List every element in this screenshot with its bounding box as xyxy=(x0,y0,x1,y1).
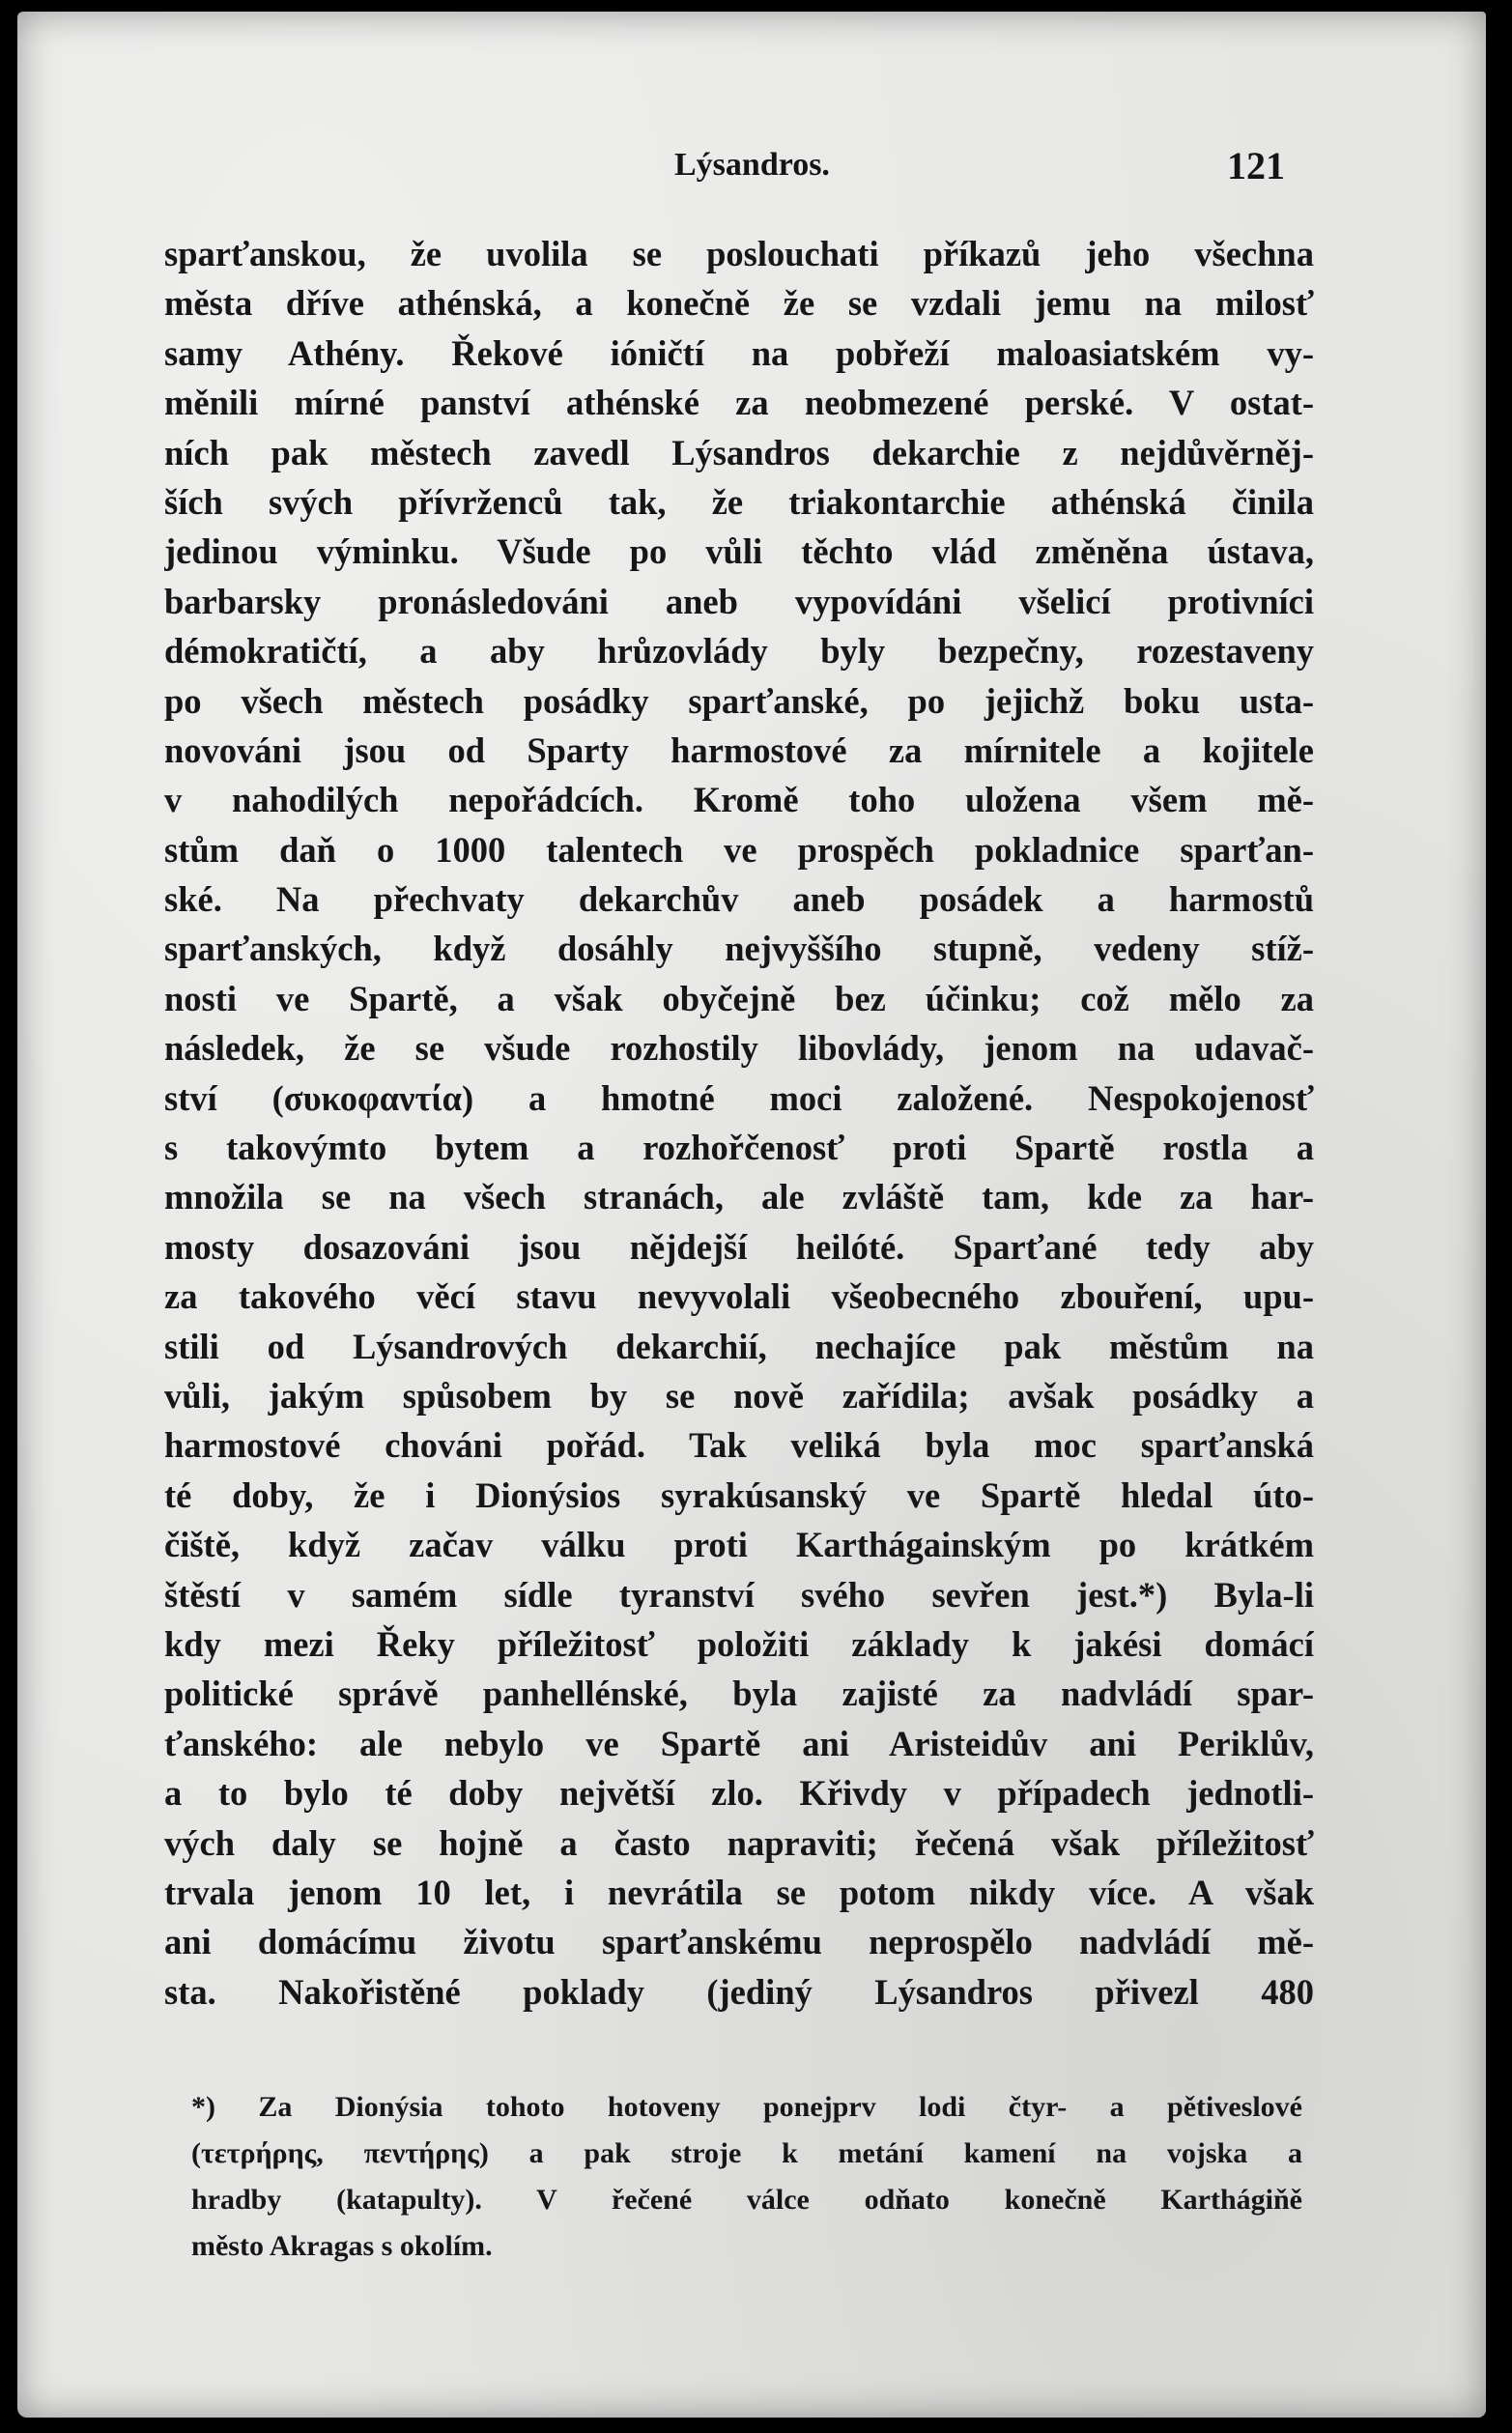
footnote-line: (τετρήρης, πεντήρης) a pak stroje k metání kamení na vojska a xyxy=(191,2137,1302,2169)
text-line: s takovýmto bytem a rozhořčenosť proti Spartě rostla a xyxy=(164,1128,1314,1168)
text-line: měnili mírné panství athénské za neobmezené perské. V ostat- xyxy=(164,383,1314,423)
text-line: města dříve athénská, a konečně že se vzdali jemu na milosť xyxy=(164,283,1314,324)
text-line: ství (συκοφαντία) a hmotné moci založené. Nespokojenosť xyxy=(164,1077,1314,1118)
text-line: ské. Na přechvaty dekarchův aneb posádek a harmostů xyxy=(164,879,1314,920)
text-line: ších svých přívrženců tak, že triakontarchie athénská činila xyxy=(164,481,1314,522)
running-title: Lýsandros. xyxy=(674,147,830,183)
page-number: 121 xyxy=(1227,144,1285,187)
text-line: té doby, že i Dionýsios syrakúsanský ve Spartě hledal úto- xyxy=(164,1474,1314,1515)
footnote-line: město Akragas s okolím. xyxy=(191,2230,493,2262)
text-line: sparťanských, když dosáhly nejvyššího stupně, vedeny stíž- xyxy=(164,929,1314,969)
text-line: sparťanskou, že uvolila se poslouchati příkazů jeho všechna xyxy=(164,234,1314,273)
book-page xyxy=(17,12,1486,2418)
text-line: následek, že se všude rozhostily libovlády, jenom na udavač- xyxy=(164,1028,1314,1069)
text-line: politické správě panhellénské, byla zajisté za nadvládí spar- xyxy=(164,1674,1314,1714)
text-line: mosty dosazováni jsou nějdejší heilóté. Sparťané tedy aby xyxy=(164,1226,1314,1267)
footnotes xyxy=(191,2084,1302,2270)
text-line: vůli, jakým spůsobem by se nově zařídila; avšak posádky a xyxy=(164,1375,1314,1416)
text-line: stům daň o 1000 talentech ve prospěch pokladnice sparťan- xyxy=(164,829,1314,870)
text-line: a to bylo té doby největší zlo. Křivdy v případech jednotli- xyxy=(164,1773,1314,1814)
text-line: množila se na všech stranách, ale zvláště tam, kde za har- xyxy=(164,1177,1314,1217)
text-line: trvala jenom 10 let, i nevrátila se potom nikdy více. A však xyxy=(164,1872,1314,1912)
text-line: sta. Nakořistěné poklady (jediný Lýsandros přivezl 480 xyxy=(164,1971,1314,2012)
body-text xyxy=(164,229,1314,2017)
text-line: v nahodilých nepořádcích. Kromě toho uložena všem mě- xyxy=(164,780,1314,820)
text-line: ních pak městech zavedl Lýsandros dekarchie z nejdůvěrněj- xyxy=(164,432,1314,472)
text-line: barbarsky pronásledováni aneb vypovídáni všelicí protivníci xyxy=(164,581,1314,621)
text-line: samy Athény. Řekové ióničtí na pobřeží maloasiatském vy- xyxy=(164,332,1314,373)
text-line: po všech městech posádky sparťanské, po jejichž boku usta- xyxy=(164,680,1314,721)
text-line: čiště, když začav válku proti Karthágainským po krátkém xyxy=(164,1525,1314,1565)
text-line: kdy mezi Řeky příležitosť položiti základy k jakési domácí xyxy=(164,1623,1314,1664)
text-line: ťanského: ale nebylo ve Spartě ani Aristeidův ani Periklův, xyxy=(164,1723,1314,1763)
text-line: jedinou výminku. Všude po vůli těchto vlád změněna ústava, xyxy=(164,531,1314,572)
footnote-line: *) Za Dionýsia tohoto hotoveny ponejprv lodi čtyr- a pětiveslové xyxy=(191,2091,1302,2123)
text-line: novováni jsou od Sparty harmostové za mírnitele a kojitele xyxy=(164,730,1314,770)
text-line: harmostové chováni pořád. Tak veliká byla moc sparťanská xyxy=(164,1425,1314,1466)
text-line: démokratičtí, a aby hrůzovlády byly bezpečny, rozestaveny xyxy=(164,631,1314,672)
text-line: ani domácímu životu sparťanskému neprospělo nadvládí mě- xyxy=(164,1922,1314,1962)
text-line: vých daly se hojně a často napraviti; řečená však příležitosť xyxy=(164,1822,1314,1863)
text-line: nosti ve Spartě, a však obyčejně bez účinku; což mělo za xyxy=(164,978,1314,1018)
text-line: štěstí v samém sídle tyranství svého sevřen jest.*) Byla-li xyxy=(164,1574,1314,1615)
text-line: za takového věcí stavu nevyvolali všeobecného zbouření, upu- xyxy=(164,1276,1314,1317)
page-header xyxy=(17,144,1486,195)
footnote-line: hradby (katapulty). V řečené válce odňato konečně Karthágiňě xyxy=(191,2184,1302,2216)
text-line: stili od Lýsandrových dekarchií, nechajíce pak městům na xyxy=(164,1326,1314,1366)
